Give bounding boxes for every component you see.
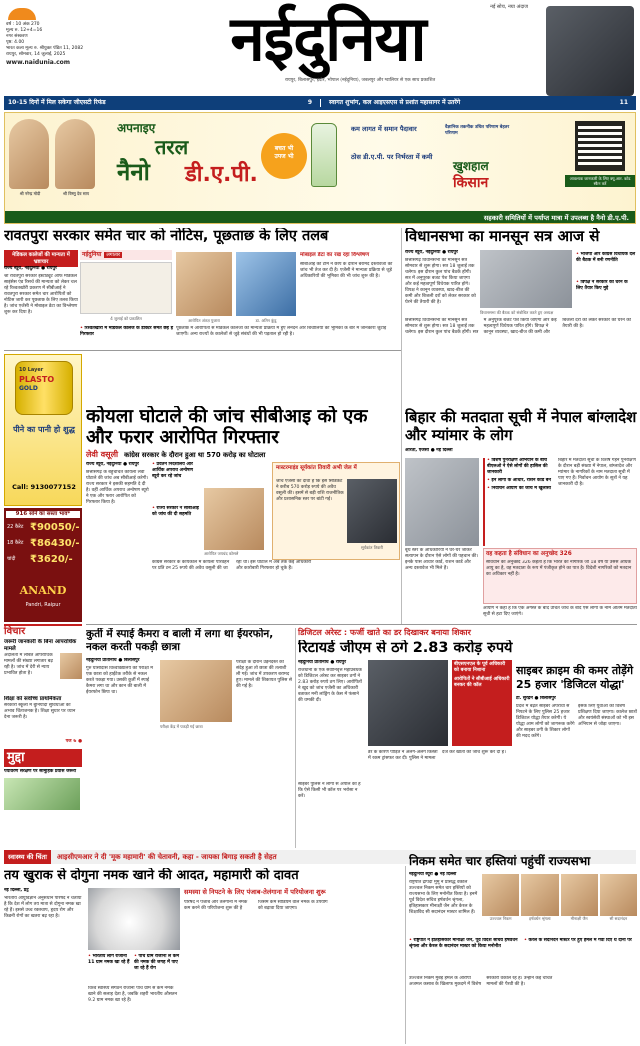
digital-arrest-kicker: डिजिटल अरेस्ट : फर्जी खाते का डर दिखाकर बनाया शिकार	[298, 628, 471, 637]
tank-label-3: GOLD	[19, 385, 38, 392]
coal-body-2: कांग्रेस सरकार के कार्यकाल में कोयला परिवहन पर प्रति टन 25 रुपये की अवैध वसूली की जा रही थी। इस घोटाले में अब तक कई अधिकारी और कारोबारी गिरफ्तार हो चुके हैं।	[152, 560, 312, 571]
jewellery-ad[interactable]	[4, 508, 82, 622]
nominee-name-1: उज्ज्वल निकम	[489, 916, 512, 921]
opinion-item-2-body: सरकारी स्कूलों में बुनियादी सुविधाओं का अभाव चिंताजनक है। शिक्षा सुधार पर ध्यान देना जरूरी है।	[4, 702, 76, 720]
nominee-photo-2	[521, 874, 558, 916]
meta-line: भारत कला मूल्य रु. श्रीयुक्त पंडित 11, 2082	[6, 46, 84, 52]
opinion-item-2-title[interactable]: शिक्षा को सर्वोच्च प्राथमिकता	[4, 695, 62, 702]
ad-person-photo-1	[9, 119, 49, 189]
qr-code-icon[interactable]	[575, 121, 625, 171]
digital-body-2: डर के कारण पीड़ित ने अलग-अलग किस्तों में रकम ट्रांसफर कर दी। पुलिस ने मामला दर्ज कर खातों की जांच शुरू कर दी है।	[368, 750, 506, 761]
ticker-bar	[4, 96, 636, 110]
ad-point-1: कम लागत में समान पैदावार	[351, 125, 417, 133]
mobile-data-subhead: मोबाइल डेटा का रख रहा विश्लेषण	[300, 252, 370, 258]
rajyasabha-dateline: नईदुनिया ब्यूरो ● नई दिल्ली	[409, 872, 457, 877]
bihar-body-3: आयोग ने कहा है कि एक अगस्त के बाद उचित जांच के बाद ऐसे लोगों के नाम अंतिम मतदाता सूची से हटा दिए जाएंगे।	[483, 606, 637, 617]
vidhansabha-body-cont: छत्तीसगढ़ विधानसभा का मानसून सत्र सोमवार से शुरू होगा। सत्र 18 जुलाई तक चलेगा। इस दौरान कुल पांच बैठकें होंगी। सत्र में अनुपूरक बजट पेश किया जाएगा और कई महत्वपूर्ण विधेयक पारित होंगे। विपक्ष ने कानून व्यवस्था, खाद-बीज की कमी और बिजली दरों को लेकर सरकार को घेरने की तैयारी की है।	[405, 318, 631, 335]
spycam-dateline: नईदुनिया प्रतिनिधि ● बिलासपुर	[86, 658, 140, 663]
coal-sidebar-2: • राज्य सरकार ने सीबीआई को जांच की दी सहमति	[152, 506, 200, 540]
column-divider	[295, 628, 296, 848]
circle-text-2: उपज भी	[274, 152, 294, 160]
vidhansabha-body: छत्तीसगढ़ विधानसभा का मानसून सत्र सोमवार से शुरू होगा। सत्र 18 जुलाई तक चलेगा। इस दौरान कुल पांच बैठकें होंगी। सत्र में अनुपूरक बजट पेश किया जाएगा और कई महत्वपूर्ण विधेयक पारित होंगे। विपक्ष ने कानून व्यवस्था, खाद-बीज की कमी और बिजली दरों को लेकर सरकार को घेरने की तैयारी की है।	[405, 258, 476, 305]
coal-kicker: लेवी वसूली	[86, 450, 119, 459]
rawatpura-headline[interactable]: रावतपुरा सरकार समेत चार को नोटिस, पूछताछ के लिए तलब	[4, 228, 329, 244]
vidhansabha-headline[interactable]: विधानसभा का मानसून सत्र आज से	[405, 228, 600, 245]
opinion-item-1-body: अदालतों में लंबित आपराधिक मामलों की संख्या लगातार बढ़ रही है। जांच में देरी से न्याय प्रभावित होता है।	[4, 652, 53, 676]
nominee-name-3: मीनाक्षी जैन	[570, 916, 588, 921]
digital-body-3: साइबर पुलिस ने लोगों से अपील की है कि ऐसे किसी भी कॉल पर भरोसा न करें।	[298, 782, 361, 799]
rajyasabha-headline[interactable]: निकम समेत चार हस्तियां पहुंचीं राज्यसभा	[409, 854, 591, 868]
accused-photo-1	[176, 252, 232, 316]
coal-subhead: कांग्रेस सरकार के दौरान हुआ था 570 करोड़ का घोटाला	[124, 450, 266, 459]
coal-inset-title: मास्टरमाइंड सूर्यकांत तिवारी अभी जेल में	[276, 465, 357, 471]
nano-bottle-icon	[311, 123, 337, 187]
coal-inset	[272, 462, 400, 560]
vidhansabha-dateline: राज्य ब्यूरो, नईदुनिया ● रायपुर	[405, 250, 458, 255]
spycam-caption: परीक्षा केंद्र में पकड़ी गई छात्रा	[160, 724, 203, 729]
nominee-card	[521, 874, 558, 934]
tagline: नई सोच, नया अंदाज	[490, 4, 528, 10]
salt-bullet-1: • भारतीय लोग रोजाना 11 ग्राम नमक खा रहे हैं	[88, 954, 132, 984]
rate3-label: चांदी	[7, 556, 16, 562]
ad-person-name-2: श्री विष्णु देव साय	[63, 191, 89, 196]
vidhansabha-bullet-1: • भाजपा और कांग्रेस विधायक दल की बैठक में बनी रणनीति	[576, 252, 636, 278]
opinion-title: विचार	[4, 626, 26, 637]
continuing-strip	[80, 250, 172, 260]
ticker-right[interactable]	[320, 99, 636, 107]
strip-logo: नईदुनिया	[82, 251, 102, 259]
bihar-bullet-3: • निर्वाचन आयोग की जांच में खुलासा	[487, 486, 555, 492]
nominee-card	[600, 874, 637, 934]
column-divider	[405, 866, 406, 1044]
rajyasabha-sidebar-2: • केरल के सदानंदन मास्टर पर हुए हमले में गंवा दिए थे दोनों पैर	[524, 938, 637, 972]
meta-line: वर्ष : 10 अंक 270	[6, 22, 40, 27]
columnist-photo-1	[60, 653, 82, 679]
bihar-voters-photo	[405, 458, 479, 546]
bihar-voter-headline[interactable]: बिहार की मतदाता सूची में नेपाल बांग्लादेश और म्यांमार के लोग	[405, 408, 637, 444]
bihar-body-1: बिहार में मतदाता सूची के विशेष गहन पुनरीक्षण के दौरान बड़ी संख्या में नेपाल, बांग्लादेश और म्यांमार के नागरिकों के नाम मतदाता सूची में पाए गए हैं। निर्वाचन आयोग के सूत्रों ने यह जानकारी दी है।	[558, 458, 636, 487]
salt-dateline: नई दिल्ली, प्रेट्र	[4, 888, 29, 893]
ad-headline-big3: डी.ए.पी.	[185, 162, 258, 187]
ad-happy-farmer-2: किसान	[453, 175, 489, 191]
newspaper-clipping-photo	[80, 262, 172, 314]
nominee-card	[561, 874, 598, 934]
nominee-photo-1	[482, 874, 519, 916]
column-divider	[401, 354, 402, 624]
tank-phone[interactable]: Call: 9130077152	[12, 483, 76, 491]
opinion-section	[4, 624, 82, 846]
rawatpura-body-2: पूछताछ में आरोपितों से मेडिकल कालेजों की मान्यता प्रक्रिया में हुए लेनदेन और बिचौलियों की भूमिका के बारे में जानकारी जुटाई जाएगी। अन्य राज्यों के कालेजों से जुड़े संबंधों की भी पड़ताल हो रही है।	[176, 326, 387, 337]
rate1-value: ₹90050/-	[30, 522, 80, 533]
ticker-right-page: 11	[619, 99, 628, 107]
editions-line: रायपुर, बिलासपुर, इंदौर, भोपाल (नईदुनिया), जबलपुर और ग्वालियर से एक साथ प्रकाशित	[284, 78, 436, 83]
clipping-caption: 4 जुलाई को प्रकाशित	[110, 316, 142, 321]
opinion-section2-body: पर्यावरण संरक्षण पर सामूहिक प्रयास जरूरी	[4, 769, 77, 775]
masthead-meta	[6, 22, 116, 67]
tank-label-2: PLASTO	[19, 375, 55, 384]
digital-dateline: नईदुनिया प्रतिनिधि ● रायपुर	[298, 660, 347, 665]
salt-headline[interactable]: तय खुराक से दोगुना नमक खाने की आदत, महामारी को दावत	[4, 868, 299, 883]
circle-text-1: बचत भी	[274, 145, 294, 152]
coal-kicker-row	[86, 450, 400, 460]
ad-happy-farmer-1: खुशहाल	[453, 159, 489, 173]
article-326-inset	[483, 548, 637, 604]
meta-line: पृष्ठ: 4.00	[6, 40, 25, 46]
coal-caption-1: आरोपित जयचंद कोसले	[204, 551, 239, 556]
cyber-body-2: इसके लिए युवाओं को विशेष प्रशिक्षण दिया जाएगा। कालेज छात्रों और स्वयंसेवी संस्थाओं को भी इस अभियान से जोड़ा जाएगा।	[578, 704, 637, 727]
coal-body-1: छत्तीसगढ़ के बहुचर्चित कोयला लेवी घोटाले की जांच अब सीबीआई करेगी। राज्य सरकार ने इसकी सहमति दे दी है। वहीं आर्थिक अपराध अन्वेषण ब्यूरो ने एक और फरार आरोपित को गिरफ्तार किया है।	[86, 470, 149, 505]
article-326-body: संविधान का अनुच्छेद 326 कहता है कि भारत का नागरिक जो 18 वर्ष या उससे अधिक आयु का है, वह मतदाता के रूप में पंजीकृत होने का पात्र है। विदेशी नागरिकों को मतदान का अधिकार नहीं है।	[486, 560, 632, 578]
article-326-title: वह कहता है संविधान का अनुच्छेद 326	[486, 551, 572, 557]
opinion-ad-photo[interactable]	[4, 778, 80, 810]
bihar-dateline: आरती, एजेंसी ● नई दिल्ली	[405, 448, 453, 453]
strip-label: लगातार	[106, 251, 121, 258]
ad-footer: सहकारी समितियों में पर्याप्त मात्रा में उपलब्ध है नैनो डी.ए.पी.	[5, 211, 636, 224]
nominee-photo-4	[600, 874, 637, 916]
digital-bullet-2: आरोपितों ने सीबीआई अधिकारी बनकर की कॉल	[454, 676, 510, 688]
rajyasabha-body-1: राष्ट्रपति द्रौपदी मुर्मु ने प्रसिद्ध वकील उज्ज्वल निकम समेत चार हस्तियों को राज्यसभा के लिए मनोनीत किया है। इनमें पूर्व विदेश सचिव हर्षवर्धन श्रृंगला, इतिहासकार मीनाक्षी जैन और केरल के शिक्षाविद सी सदानंदन मास्टर शामिल हैं।	[409, 880, 478, 915]
tank-tagline: पीने का पानी हो शुद्ध	[13, 425, 75, 434]
digital-arrest-headline[interactable]: रिटायर्ड जीएम से ठगे 2.83 करोड़ रुपये	[298, 640, 513, 656]
salt-photo	[88, 888, 180, 950]
student-photo	[160, 660, 232, 722]
rawatpura-bullet: • रिश्वतखोरी में मेडिकल कालेज के डाक्टर समेत छह हैं गिरफ्तार	[80, 326, 174, 344]
meta-line: नगर संस्करण	[6, 34, 28, 40]
coal-inset-body: जांच एजेंसी का दावा है कि इस सिंडिकेट ने करीब 570 करोड़ रुपये की अवैध वसूली की। इसमें से बड़ी राशि राजनीतिक और प्रशासनिक स्तर पर बांटी गई।	[276, 479, 344, 502]
masthead	[0, 0, 640, 96]
salt-body-3: परिषद ने पंजाब और तेलंगाना में नमक कम करने की परियोजना शुरू की है जिसमें कम सोडियम वाले नमक के उपयोग को बढ़ावा दिया जाएगा।	[184, 900, 328, 911]
digital-bullet-1: बीएसएनएल के पूर्व अधिकारी को बनाया निशाना	[454, 662, 506, 673]
bihar-bullet-2: • इन लोगों के आधार, राशन कार्ड बने	[487, 478, 555, 484]
nominee-photos	[482, 874, 637, 934]
ad-headline-big2: नैनो	[117, 158, 150, 186]
digital-body-1: राजधानी के एक सेवानिवृत्त महाप्रबंधक को डिजिटल अरेस्ट कर साइबर ठगों ने 2.83 करोड़ रुपये ठग लिए। आरोपितों ने खुद को जांच एजेंसी का अधिकारी बताकर मनी लांड्रिंग के केस में फंसाने की धमकी दी।	[298, 668, 362, 703]
nominee-name-2: हर्षवर्धन श्रृंगला	[529, 916, 551, 921]
jeweller-location: Pandri, Raipur	[25, 602, 61, 608]
spycam-headline[interactable]: कुर्ती में स्पाई कैमरा व बाली में लगा था ईयरफोन, नकल करती पकड़ी छात्रा	[86, 628, 274, 653]
ticker-right-text: स्वागत शुभांग, कल आइएसएस से प्रशांत महासागर में उतरेंगे	[329, 99, 461, 107]
cyber-warriors-headline[interactable]: साइबर क्राइम की कमर तोड़ेंगे 25 हजार 'डिजिटल योद्धा'	[516, 664, 634, 691]
bihar-bullets	[483, 458, 555, 546]
salt-body-1: भारतीय आयुर्विज्ञान अनुसंधान परिषद ने चेताया है कि देश में लोग तय मात्रा से दोगुना नमक खा रहे हैं। इससे उच्च रक्तचाप, हृदय रोग और किडनी रोगों का खतरा बढ़ रहा है।	[4, 896, 82, 919]
masthead-person-photo	[546, 6, 634, 96]
vidhansabha-bullet-2: • विपक्ष ने सरकार को घेरने के लिए तैयार किए मुद्दे	[576, 280, 636, 306]
opinion-section2-title: मुद्दा	[4, 749, 82, 767]
ad-headline-small: अपनाइए	[117, 121, 156, 135]
rajyasabha-sidebar-1: • राष्ट्रपति ने इतिहासकार मीनाक्षी जैन, पूर्व विदेश सचिव हर्षवर्धन श्रृंगला और केरल के सदानंदन मास्टर को किया मनोनीत	[409, 938, 521, 972]
coal-dateline: राज्य ब्यूरो, नईदुनिया ● रायपुर	[86, 462, 139, 467]
ad-headline-big1: तरल	[155, 135, 189, 159]
rajyasabha-body-2: उज्ज्वल निकम मुंबई हमले के आरोपी अजमल कसाब के खिलाफ मुकदमे में विशेष सरकारी वकील रहे हैं। उन्होंने कई चर्चित मामलों की पैरवी की है।	[409, 976, 553, 987]
coal-scam-headline[interactable]: कोयला घोटाले की जांच सीबीआइ को एक और फरार आरोपित गिरफ्तार	[86, 406, 368, 448]
ad-point-2: वैज्ञानिक तकनीक उचित परिणाम बेहतर परिणाम	[445, 125, 510, 136]
bihar-body-2: बूथ स्तर के अधिकारियों ने घर-घर जाकर सत्यापन के दौरान ऐसे लोगों की पहचान की। इनके पास आधार कार्ड, राशन कार्ड और अन्य दस्तावेज भी मिले हैं।	[405, 548, 479, 571]
row-divider	[86, 624, 637, 625]
tank-label-1: 10 Layer	[19, 367, 44, 373]
rate2-label: 18 कैरेट	[7, 540, 24, 546]
meta-line: रायपुर, सोमवार, 14 जुलाई, 2025	[6, 52, 66, 58]
health-label: स्वास्थ्य की चिंता	[4, 850, 51, 864]
salt-bullet-2: • पांच ग्राम रोजाना ले कम की नमक की जगह में पाए जा रहे हैं रोग	[134, 954, 180, 984]
ad-person-photo-2	[55, 119, 95, 189]
nano-dap-ad[interactable]	[4, 112, 636, 224]
ticker-left-page: 9	[307, 99, 312, 107]
rawatpura-body-3: सीबीआई की टीम ने छापे के दौरान बरामद दस्तावेजों की जांच भी तेज कर दी है। एजेंसी ने मान्यता प्रक्रिया से जुड़े अधिकारियों की भूमिका की भी जांच शुरू की है।	[300, 262, 393, 279]
logo: नईदुनिया	[230, 2, 426, 75]
accused-photo-2	[236, 252, 296, 316]
jeweller-logo: ANAND	[19, 584, 67, 597]
masthead-sun-icon	[8, 8, 36, 20]
cyber-dateline: टी. सुरेंद्रन ● बिलासपुर	[516, 696, 556, 701]
offer-label: 916 सोने का सस्ता भाव*	[6, 511, 80, 518]
accused-caption-2: डा. अतिन कुंडू	[255, 318, 277, 323]
row-divider	[4, 350, 401, 351]
nominee-card	[482, 874, 519, 934]
health-kicker: आइसीएमआर ने दी 'मूक महामारी' की चेतावनी, कहा - जायका बिगाड़ सकती है सेहत	[56, 852, 277, 861]
coal-sidebar-1: • प्रवर्तन निदेशालय और आर्थिक अपराध अन्वेषण ब्यूरो कर रहे जांच	[152, 462, 200, 504]
website[interactable]: www.naidunia.com	[6, 59, 71, 67]
salt-body-2: विश्व स्वास्थ्य संगठन रोजाना पांच ग्राम से कम नमक खाने की सलाह देता है, जबकि शहरी भारतीय औसतन 9.2 ग्राम नमक खा रहे हैं।	[88, 986, 178, 1003]
assembly-caption: विधानसभा की बैठक को संबोधित करते हुए अध्यक्ष	[480, 310, 554, 315]
bihar-bullet-1: • विशेष पुनरीक्षण अभियान के बीच बीएलओ ने ऐसे लोगों की हासिल की जानकारी	[487, 458, 555, 476]
rate2-value: ₹86430/-	[30, 538, 80, 549]
ad-circle-badge	[261, 133, 307, 179]
accused-caption-1: आरोपित अंतज्ञ पुजारा	[188, 318, 220, 323]
opinion-page-ref[interactable]: पेज 6 ●	[65, 738, 82, 744]
rate3-value: ₹3620/-	[30, 554, 73, 565]
opinion-item-1-title[interactable]: जरूरी जानकारी के बिना आपराधिक मामले	[4, 638, 77, 652]
rawatpura-kicker: मेडिकल कालेजों की मान्यता में भ्रष्टाचार	[4, 250, 78, 267]
nominee-photo-3	[561, 874, 598, 916]
ticker-left-text: 10-15 दिनों में मिल सकेगा जीएसटी रिफंड	[8, 99, 106, 107]
assembly-meeting-photo	[480, 250, 572, 308]
nominee-name-4: सी सदानंदन	[609, 916, 628, 921]
spycam-body-1: गुरु घासीदास विश्वविद्यालय की परीक्षा में एक छात्रा को हाईटेक तरीके से नकल करते पकड़ा गया। उसकी कुर्ती में स्पाई कैमरा लगा था और कान की बाली में ईयरफोन छिपा था।	[86, 666, 154, 695]
hacker-photo	[368, 660, 448, 746]
rawatpura-dateline: राज्य ब्यूरो, नईदुनिया ● रायपुर	[4, 266, 57, 271]
cyber-body-1: प्रदेश में बढ़ते साइबर अपराधों से निपटने के लिए पुलिस 25 हजार डिजिटल योद्धा तैयार करेगी। ये योद्धा आम लोगों को जागरूक करेंगे और साइबर ठगी के शिकार लोगों की मदद करेंगे।	[516, 704, 575, 739]
spycam-body-2: परीक्षा के दौरान उड़नदस्ते को संदेह हुआ तो छात्रा की तलाशी ली गई। जांच में उपकरण बरामद हुए। मामले की शिकायत पुलिस से की गई है।	[236, 660, 292, 689]
ad-point-3: ठोस डी.ए.पी. पर निर्भरता में कमी	[351, 153, 433, 161]
coal-accused-photo	[204, 488, 264, 550]
rawatpura-body-1: श्री रावतपुरा सरकार इंस्टीट्यूट आफ मेडिकल साइंसेस एंड रिसर्च की मान्यता को लेकर चल रहे रिश्वतखोरी प्रकरण में सीबीआई ने रावतपुरा सरकार समेत चार आरोपितों को नोटिस जारी कर पूछताछ के लिए तलब किया है। जांच एजेंसी ने मोबाइल डेटा का विश्लेषण शुरू कर दिया है।	[4, 274, 78, 315]
digital-bullets	[452, 660, 512, 746]
meta-line: मूल्य रु. 12+4=16	[6, 28, 43, 34]
ticker-left[interactable]	[4, 99, 320, 107]
coal-caption-2: सूर्यकांत तिवारी	[361, 545, 383, 550]
rate1-label: 22 कैरेट	[7, 524, 24, 530]
salt-sub: समस्या से निपटने के लिए पंजाब-तेलंगाना में परियोजना शुरू	[184, 888, 326, 896]
plasto-tank-ad[interactable]	[4, 354, 82, 506]
qr-caption: आवश्यक जानकारी के लिए क्यू.आर. कोड स्कैन करें	[565, 175, 635, 187]
suryakant-photo	[347, 479, 397, 543]
ad-person-name-1: श्री नरेन्द्र मोदी	[19, 191, 41, 196]
